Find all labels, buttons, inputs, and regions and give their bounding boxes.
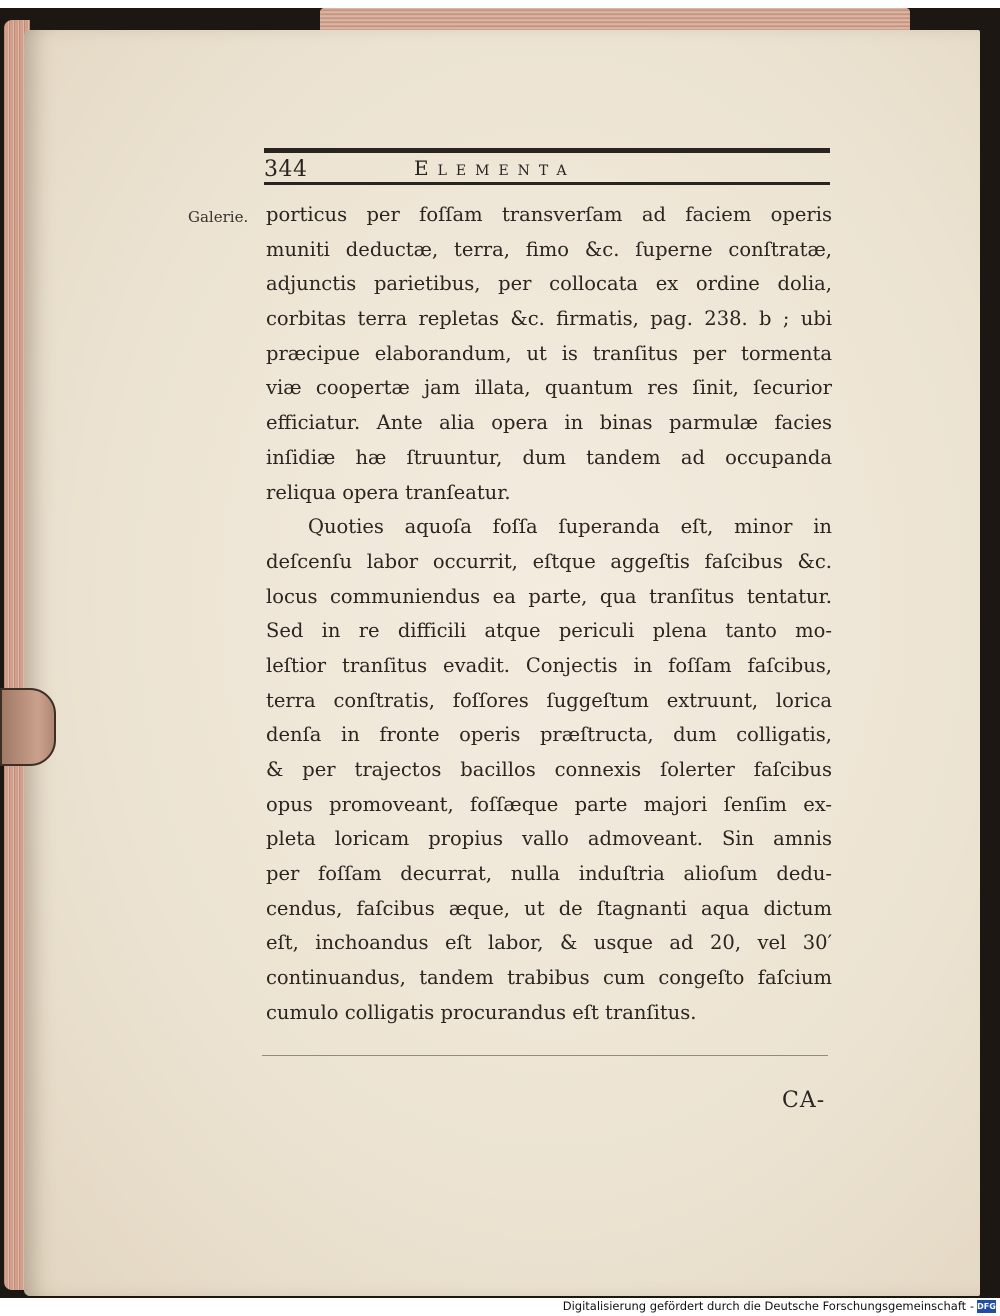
text-line: adjunctis parietibus, per collocata ex ordine dolia, xyxy=(266,272,832,296)
running-title: Elementa xyxy=(414,156,576,180)
text-line: corbitas terra repletas &c. firmatis, pag. 238. b ; ubi xyxy=(266,307,832,331)
text-line: denſa in fronte operis præſtructa, dum colligatis, xyxy=(266,723,832,747)
page-number: 344 xyxy=(264,157,308,182)
digitization-footer xyxy=(0,1298,1000,1316)
text-line: præcipue elaborandum, ut is tranſitus per tormenta xyxy=(266,341,832,365)
text-line: muniti deductæ, terra, fimo &c. ſuperne conſtratæ, xyxy=(266,237,832,261)
text-line: terra conſtratis, foſſores ſuggeſtum extruunt, lorica xyxy=(266,688,832,712)
text-line: Sed in re difficili atque periculi plena tanto mo- xyxy=(266,619,832,643)
text-line: continuandus, tandem trabibus cum congeſto faſcium xyxy=(266,966,832,990)
text-line: deſcenſu labor occurrit, eſtque aggeſtis faſcibus &c. xyxy=(266,549,832,573)
text-line: Quoties aquoſa foſſa ſuperanda eſt, minor in xyxy=(308,515,832,539)
paragraph xyxy=(266,510,832,1030)
text-line: reliqua opera tranſeatur. xyxy=(266,480,511,504)
page-stack-top-edge xyxy=(320,8,910,30)
margin-note: Galerie. xyxy=(188,208,249,226)
paragraph xyxy=(266,198,832,510)
text-line: pleta loricam propius vallo admoveant. Sin amnis xyxy=(266,827,832,851)
text-line: viæ coopertæ jam illata, quantum res ſinit, ſecurior xyxy=(266,376,832,400)
dfg-logo-icon: DFG xyxy=(977,1302,996,1311)
text-line: inſidiæ hæ ſtruuntur, dum tandem ad occupanda xyxy=(266,445,832,469)
text-line: eſt, inchoandus eſt labor, & usque ad 20, vel 30′ xyxy=(266,931,832,955)
footnote-rule xyxy=(262,1055,828,1056)
text-line: leſtior tranſitus evadit. Conjectis in foſſam faſcibus, xyxy=(266,653,832,677)
text-line: locus communiendus ea parte, qua tranſitus tentatur. xyxy=(266,584,832,608)
text-line: per foſſam decurrat, nulla induſtria alioſum dedu- xyxy=(266,862,832,886)
text-line: efficiatur. Ante alia opera in binas parmulæ facies xyxy=(266,411,832,435)
text-line: cumulo colligatis procurandus eſt tranſitus. xyxy=(266,1000,697,1024)
body-text xyxy=(266,198,832,1031)
show-through-area xyxy=(262,1055,836,1119)
text-line: & per trajectos bacillos connexis ſolerter faſcibus xyxy=(266,758,832,781)
text-line: porticus per foſſam transverſam ad faciem operis xyxy=(266,203,832,226)
footer-credit: Digitalisierung gefördert durch die Deutsche Forschungsgemeinschaft - xyxy=(562,1299,974,1313)
page-marker-tab xyxy=(0,688,56,766)
text-line: cendus, faſcibus æque, ut de ſtagnanti aqua dictum xyxy=(266,896,832,920)
header-rule-top xyxy=(264,148,830,153)
text-line: opus promoveant, foſſæque parte majori ſenſim ex- xyxy=(266,792,832,816)
page-header xyxy=(264,148,830,188)
catchword: CA- xyxy=(782,1088,826,1113)
header-rule-bottom xyxy=(264,182,830,185)
